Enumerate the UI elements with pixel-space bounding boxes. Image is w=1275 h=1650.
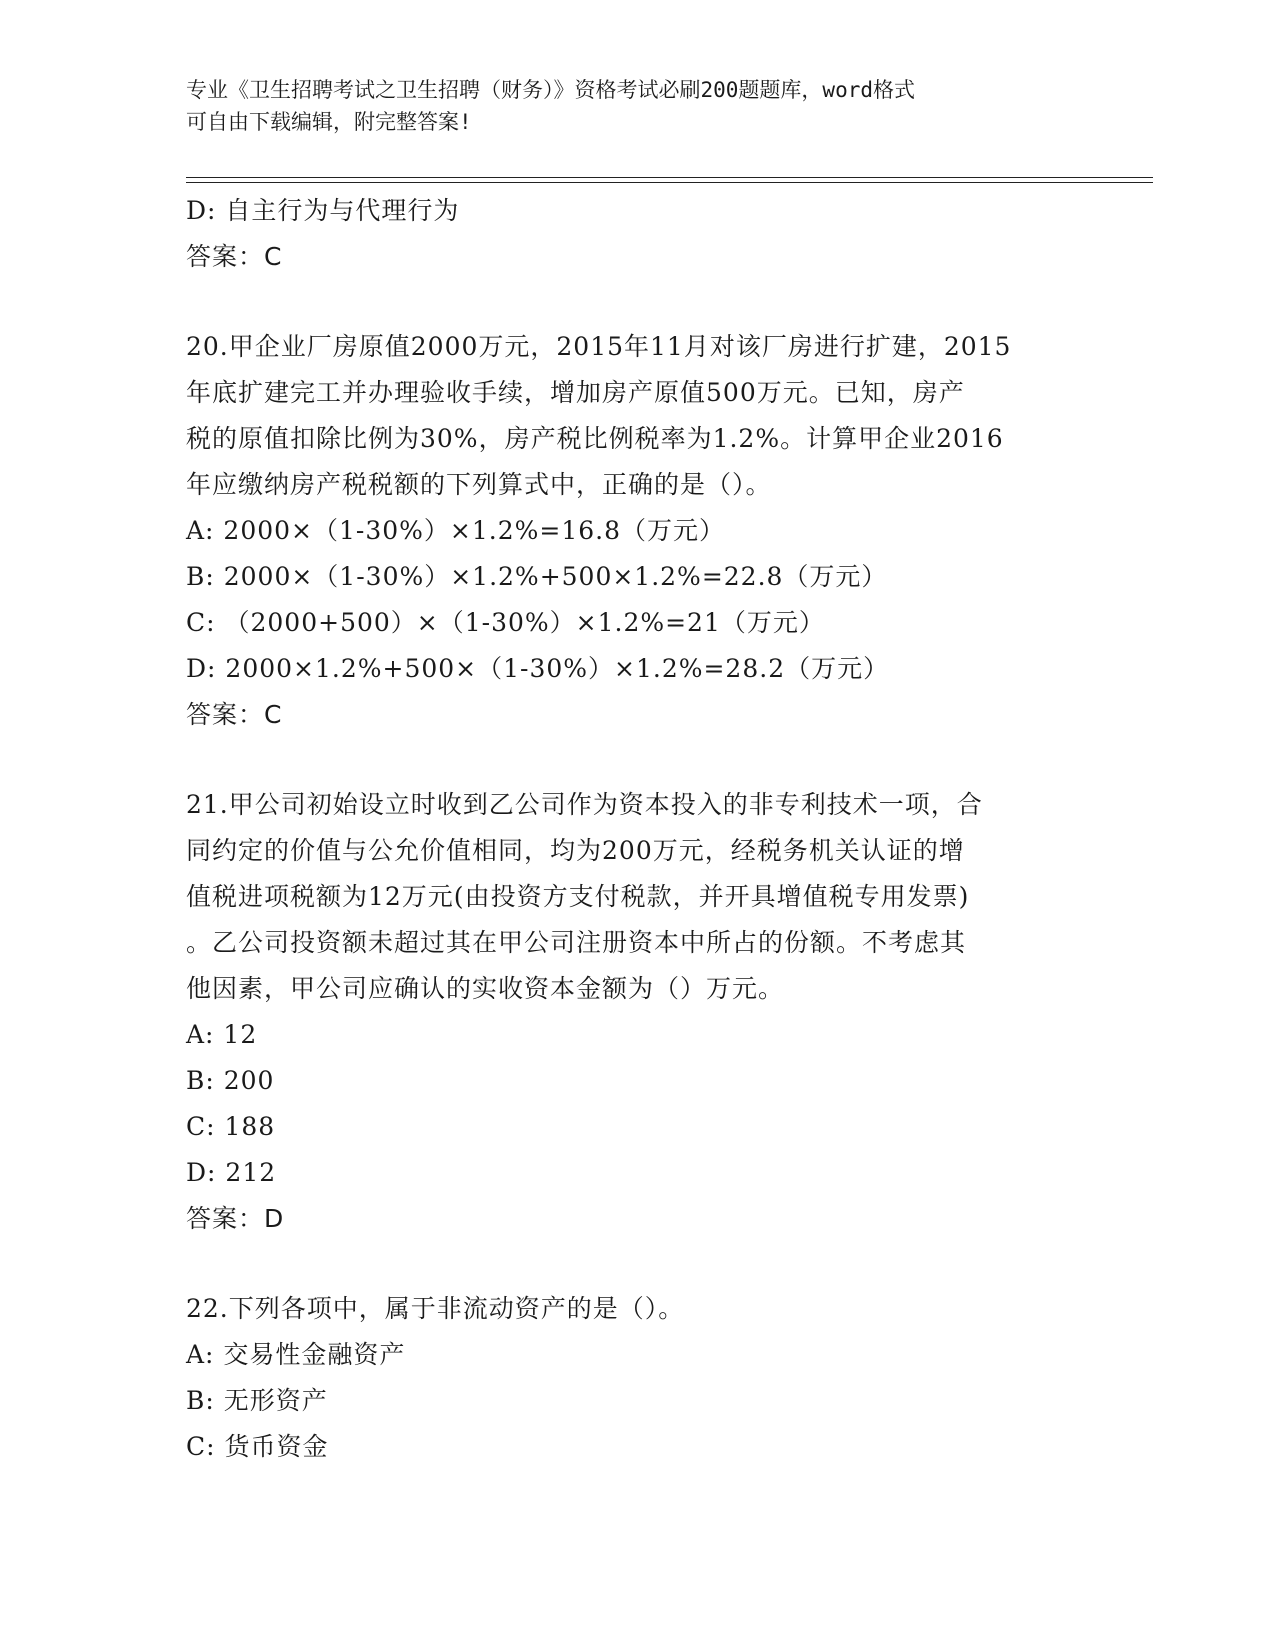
question-text-line: 21.甲公司初始设立时收到乙公司作为资本投入的非专利技术一项，合 <box>186 790 983 819</box>
question-text-line: 22.下列各项中，属于非流动资产的是（）。 <box>186 1294 685 1323</box>
question-text-line: 年底扩建完工并办理验收手续，增加房产原值500万元。已知，房产 <box>186 378 965 407</box>
option-b: B: 200 <box>186 1066 275 1095</box>
question-21 <box>186 782 1086 1242</box>
header-divider-top <box>186 177 1153 178</box>
header-divider-bottom <box>186 182 1153 183</box>
question-text-line: 同约定的价值与公允价值相同，均为200万元，经税务机关认证的增 <box>186 836 965 865</box>
question-text-line: 他因素，甲公司应确认的实收资本金额为（）万元。 <box>186 974 785 1003</box>
answer-label: 答案：C <box>186 700 283 729</box>
answer-label: 答案：C <box>186 242 283 271</box>
option-c: C: 188 <box>186 1112 276 1141</box>
option-c: C: 货币资金 <box>186 1432 329 1461</box>
question-19-tail <box>186 188 1086 280</box>
question-text-line: 。乙公司投资额未超过其在甲公司注册资本中所占的份额。不考虑其 <box>186 928 967 957</box>
question-text-line: 税的原值扣除比例为30%，房产税比例税率为1.2%。计算甲企业2016 <box>186 424 1004 453</box>
option-a: A: 12 <box>186 1020 258 1049</box>
option-a: A: 2000×（1-30%）×1.2%=16.8（万元） <box>186 516 725 545</box>
question-text-line: 20.甲企业厂房原值2000万元，2015年11月对该厂房进行扩建，2015 <box>186 332 1012 361</box>
question-22 <box>186 1286 1086 1470</box>
question-text-line: 年应缴纳房产税税额的下列算式中，正确的是（）。 <box>186 470 772 499</box>
option-d: D: 自主行为与代理行为 <box>186 196 460 225</box>
option-b: B: 2000×（1-30%）×1.2%+500×1.2%=22.8（万元） <box>186 562 888 591</box>
spacer <box>186 280 1086 324</box>
option-b: B: 无形资产 <box>186 1386 328 1415</box>
question-text-line: 值税进项税额为12万元(由投资方支付税款，并开具增值税专用发票) <box>186 882 970 911</box>
option-c: C: （2000+500）×（1-30%）×1.2%=21（万元） <box>186 608 825 637</box>
header-title-line-1: 专业《卫生招聘考试之卫生招聘（财务）》资格考试必刷200题题库，word格式 <box>186 78 915 102</box>
header-title-line-2: 可自由下载编辑，附完整答案! <box>186 110 472 134</box>
document-header <box>186 74 1086 138</box>
option-a: A: 交易性金融资产 <box>186 1340 406 1369</box>
answer-label: 答案：D <box>186 1204 285 1233</box>
question-list <box>186 188 1086 1470</box>
option-d: D: 2000×1.2%+500×（1-30%）×1.2%=28.2（万元） <box>186 654 890 683</box>
question-20 <box>186 324 1086 738</box>
option-d: D: 212 <box>186 1158 277 1187</box>
spacer <box>186 1242 1086 1286</box>
spacer <box>186 738 1086 782</box>
